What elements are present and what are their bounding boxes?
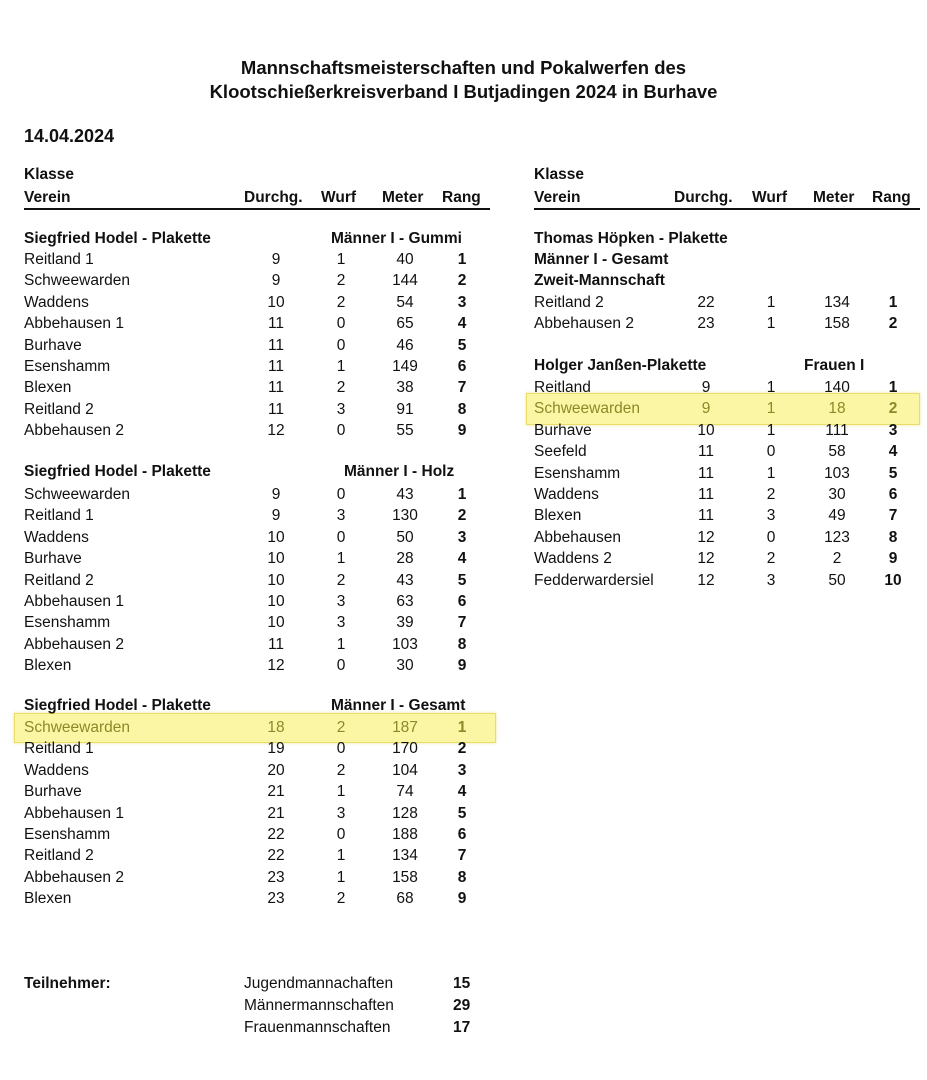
cell-rang: 6 (457, 593, 467, 610)
cell-verein: Abbehausen 1 (24, 315, 124, 333)
cell-meter: 65 (396, 315, 414, 333)
cell-rang: 7 (457, 379, 467, 397)
cell-rang: 8 (888, 528, 898, 546)
cell-durchg: 20 (267, 761, 285, 779)
cell-verein: Waddens 2 (534, 550, 612, 568)
cell-durchg: 11 (267, 358, 285, 375)
cell-rang: 8 (457, 635, 467, 653)
cell-durchg: 10 (267, 571, 285, 589)
cell-durchg: 11 (697, 464, 715, 482)
cell-meter: 30 (828, 486, 846, 503)
cell-verein: Blexen (24, 890, 72, 908)
cell-wurf: 2 (336, 761, 346, 779)
event-date: 14.04.2024 (24, 126, 115, 146)
left-s1-title: Siegfried Hodel - Plakette (24, 230, 211, 247)
left-header-verein: Verein (24, 189, 71, 206)
cell-durchg: 22 (267, 826, 285, 843)
cell-meter: 103 (392, 635, 418, 653)
cell-wurf: 3 (336, 593, 346, 610)
cell-durchg: 10 (697, 421, 715, 439)
left-s2-category: Männer I - Holz (344, 463, 455, 480)
cell-rang: 4 (457, 550, 467, 568)
cell-durchg: 11 (267, 400, 285, 418)
cell-wurf: 1 (766, 421, 776, 439)
cell-verein: Reitland 2 (24, 571, 94, 589)
participants-item-count: 29 (453, 997, 471, 1014)
cell-meter: 39 (396, 614, 414, 632)
right-header-rule (534, 208, 920, 210)
right-s2-title: Holger Janßen-Plakette (534, 357, 707, 374)
participants-item-name: Frauenmannschaften (244, 1019, 391, 1036)
cell-wurf: 1 (766, 379, 776, 396)
cell-verein: Waddens (24, 293, 89, 311)
cell-durchg: 11 (267, 315, 285, 333)
cell-durchg: 11 (697, 443, 715, 461)
cell-durchg: 23 (267, 868, 285, 886)
cell-meter: 18 (828, 400, 846, 418)
cell-rang: 2 (457, 272, 467, 290)
cell-durchg: 9 (271, 272, 281, 290)
cell-rang: 2 (457, 740, 467, 758)
right-header-meter: Meter (813, 189, 855, 206)
cell-verein: Schweewarden (24, 272, 130, 290)
cell-wurf: 0 (336, 528, 346, 546)
cell-rang: 5 (457, 336, 467, 354)
cell-wurf: 2 (766, 550, 776, 568)
right-s1-subtitle-1: Männer I - Gesamt (534, 251, 669, 268)
cell-meter: 43 (396, 486, 414, 503)
cell-meter: 74 (396, 783, 414, 801)
cell-wurf: 0 (336, 336, 346, 354)
cell-durchg: 11 (697, 486, 715, 503)
cell-durchg: 22 (697, 294, 715, 311)
cell-verein: Burhave (534, 421, 592, 439)
cell-rang: 7 (457, 614, 467, 632)
left-header-rule (24, 208, 490, 210)
cell-verein: Abbehausen 2 (24, 868, 124, 886)
left-header-wurf: Wurf (321, 189, 357, 206)
cell-durchg: 11 (697, 507, 715, 525)
cell-wurf: 2 (336, 890, 346, 908)
cell-meter: 50 (828, 571, 846, 589)
left-s2-title: Siegfried Hodel - Plakette (24, 463, 211, 480)
right-header-klasse: Klasse (534, 166, 584, 183)
cell-meter: 30 (396, 657, 414, 675)
cell-durchg: 11 (267, 379, 285, 397)
cell-meter: 91 (396, 400, 414, 418)
cell-meter: 38 (396, 379, 414, 397)
cell-wurf: 3 (766, 571, 776, 589)
left-header-klasse: Klasse (24, 166, 74, 183)
cell-rang: 3 (888, 421, 898, 439)
cell-durchg: 23 (697, 315, 715, 333)
cell-verein: Reitland 1 (24, 740, 94, 758)
cell-durchg: 10 (267, 593, 285, 610)
right-s2-category: Frauen I (804, 357, 865, 374)
cell-rang: 3 (457, 761, 467, 779)
cell-meter: 49 (828, 507, 846, 525)
cell-verein: Blexen (534, 507, 582, 525)
cell-verein: Esenshamm (534, 464, 621, 482)
right-header-durchg: Durchg. (674, 189, 733, 206)
cell-meter: 128 (392, 804, 418, 822)
left-header-durchg: Durchg. (244, 189, 303, 206)
right-s1-subtitle-2: Zweit-Mannschaft (534, 272, 665, 289)
cell-verein: Esenshamm (24, 826, 111, 843)
cell-durchg: 9 (271, 507, 281, 525)
cell-durchg: 12 (697, 528, 715, 546)
cell-rang: 1 (457, 251, 467, 268)
cell-rang: 9 (457, 657, 467, 675)
cell-verein: Waddens (24, 761, 89, 779)
cell-verein: Reitland 2 (534, 294, 604, 311)
cell-rang: 7 (457, 847, 467, 865)
cell-verein: Schweewarden (534, 400, 640, 418)
cell-verein: Burhave (24, 550, 82, 568)
cell-meter: 43 (396, 571, 414, 589)
cell-wurf: 2 (766, 486, 776, 503)
participants-item-count: 15 (453, 975, 471, 992)
cell-rang: 8 (457, 400, 467, 418)
cell-meter: 103 (824, 464, 850, 482)
cell-rang: 4 (457, 315, 467, 333)
cell-durchg: 21 (267, 804, 285, 822)
cell-wurf: 0 (336, 826, 346, 843)
cell-wurf: 1 (336, 550, 346, 568)
cell-verein: Waddens (534, 486, 599, 503)
cell-wurf: 1 (336, 783, 346, 801)
right-header-rang: Rang (872, 189, 911, 206)
cell-meter: 158 (824, 315, 850, 333)
cell-durchg: 19 (267, 740, 285, 758)
cell-verein: Abbehausen 2 (534, 315, 634, 333)
cell-meter: 104 (392, 761, 418, 779)
cell-wurf: 3 (336, 804, 346, 822)
cell-verein: Abbehausen 2 (24, 422, 124, 440)
cell-rang: 1 (888, 294, 898, 311)
cell-verein: Reitland 1 (24, 251, 94, 268)
cell-durchg: 11 (267, 635, 285, 653)
cell-meter: 55 (396, 422, 414, 440)
left-header-meter: Meter (382, 189, 424, 206)
cell-meter: 140 (824, 379, 850, 396)
cell-wurf: 0 (766, 443, 776, 461)
cell-wurf: 1 (336, 847, 346, 865)
cell-verein: Fedderwardersiel (534, 571, 654, 589)
cell-verein: Abbehausen 2 (24, 635, 124, 653)
cell-wurf: 1 (336, 251, 346, 268)
right-header-verein: Verein (534, 189, 581, 206)
cell-verein: Esenshamm (24, 614, 111, 632)
cell-wurf: 1 (336, 635, 346, 653)
cell-wurf: 3 (336, 400, 346, 418)
cell-verein: Abbehausen 1 (24, 804, 124, 822)
document-title-line-2: Klootschießerkreisverband I Butjadingen 2024 in Burhave (209, 81, 718, 102)
cell-rang: 1 (888, 379, 898, 396)
cell-rang: 6 (888, 486, 898, 503)
cell-verein: Blexen (24, 379, 72, 397)
cell-meter: 58 (828, 443, 846, 461)
participants-item-name: Männermannschaften (244, 997, 394, 1014)
cell-wurf: 1 (766, 294, 776, 311)
cell-rang: 10 (884, 571, 902, 589)
cell-meter: 50 (396, 528, 414, 546)
cell-meter: 144 (392, 272, 418, 290)
cell-durchg: 23 (267, 890, 285, 908)
cell-meter: 158 (392, 868, 418, 886)
left-header-rang: Rang (442, 189, 481, 206)
cell-verein: Burhave (24, 783, 82, 801)
cell-rang: 1 (457, 719, 467, 736)
cell-meter: 2 (832, 550, 842, 568)
cell-verein: Reitland (534, 379, 591, 396)
cell-wurf: 1 (766, 400, 776, 418)
cell-rang: 9 (457, 422, 467, 440)
cell-verein: Seefeld (534, 443, 587, 461)
cell-wurf: 2 (336, 571, 346, 589)
cell-rang: 5 (457, 804, 467, 822)
right-header-wurf: Wurf (752, 189, 788, 206)
cell-rang: 5 (457, 571, 467, 589)
document-title-line-1: Mannschaftsmeisterschaften und Pokalwerfen des (240, 57, 687, 78)
cell-meter: 54 (396, 293, 414, 311)
cell-verein: Schweewarden (24, 486, 130, 503)
cell-wurf: 0 (336, 657, 346, 675)
cell-wurf: 2 (336, 379, 346, 397)
cell-wurf: 2 (336, 719, 346, 736)
cell-rang: 3 (457, 528, 467, 546)
cell-durchg: 12 (697, 571, 715, 589)
cell-durchg: 12 (697, 550, 715, 568)
cell-meter: 149 (392, 358, 418, 375)
cell-rang: 9 (457, 890, 467, 908)
cell-verein: Blexen (24, 657, 72, 675)
cell-meter: 111 (825, 421, 849, 439)
cell-wurf: 1 (766, 315, 776, 333)
cell-wurf: 3 (336, 614, 346, 632)
cell-meter: 130 (392, 507, 418, 525)
cell-rang: 2 (888, 400, 898, 418)
cell-rang: 2 (457, 507, 467, 525)
left-s3-title: Siegfried Hodel - Plakette (24, 697, 211, 714)
cell-wurf: 0 (336, 740, 346, 758)
cell-wurf: 2 (336, 272, 346, 290)
cell-wurf: 3 (766, 507, 776, 525)
cell-durchg: 10 (267, 293, 285, 311)
cell-wurf: 3 (336, 507, 346, 525)
cell-verein: Reitland 2 (24, 400, 94, 418)
cell-durchg: 11 (267, 336, 285, 354)
cell-rang: 4 (457, 783, 467, 801)
cell-wurf: 2 (336, 293, 346, 311)
cell-durchg: 21 (267, 783, 285, 801)
cell-durchg: 10 (267, 550, 285, 568)
cell-verein: Schweewarden (24, 719, 130, 736)
cell-wurf: 0 (336, 422, 346, 440)
left-s1-category: Männer I - Gummi (331, 230, 462, 247)
cell-meter: 123 (824, 528, 850, 546)
cell-rang: 8 (457, 868, 467, 886)
cell-rang: 2 (888, 315, 898, 333)
cell-meter: 63 (396, 593, 414, 610)
cell-meter: 134 (824, 294, 850, 311)
cell-meter: 134 (392, 847, 418, 865)
cell-durchg: 12 (267, 657, 285, 675)
cell-wurf: 1 (336, 868, 346, 886)
cell-meter: 40 (396, 251, 414, 268)
cell-durchg: 9 (271, 251, 281, 268)
cell-rang: 6 (457, 826, 467, 843)
cell-durchg: 9 (271, 486, 281, 503)
cell-meter: 28 (396, 550, 414, 568)
cell-verein: Reitland 2 (24, 847, 94, 865)
participants-label: Teilnehmer: (24, 975, 111, 992)
cell-meter: 68 (396, 890, 414, 908)
cell-wurf: 1 (336, 358, 346, 375)
cell-rang: 9 (888, 550, 898, 568)
cell-rang: 6 (457, 358, 467, 375)
cell-durchg: 10 (267, 614, 285, 632)
cell-durchg: 9 (701, 400, 711, 418)
cell-durchg: 12 (267, 422, 285, 440)
cell-meter: 188 (392, 826, 418, 843)
left-s3-category: Männer I - Gesamt (331, 697, 466, 714)
cell-verein: Esenshamm (24, 358, 111, 375)
cell-rang: 4 (888, 443, 898, 461)
cell-verein: Abbehausen (534, 528, 622, 546)
cell-rang: 1 (457, 486, 467, 503)
cell-verein: Burhave (24, 336, 82, 354)
cell-wurf: 0 (336, 486, 346, 503)
cell-durchg: 9 (701, 379, 711, 396)
cell-meter: 187 (392, 719, 418, 736)
cell-durchg: 22 (267, 847, 285, 865)
cell-verein: Reitland 1 (24, 507, 94, 525)
cell-rang: 7 (888, 507, 898, 525)
cell-verein: Abbehausen 1 (24, 593, 124, 610)
cell-verein: Waddens (24, 528, 89, 546)
cell-durchg: 18 (267, 719, 285, 736)
cell-wurf: 0 (336, 315, 346, 333)
cell-rang: 3 (457, 293, 467, 311)
participants-item-name: Jugendmannachaften (244, 975, 394, 992)
participants-item-count: 17 (453, 1019, 471, 1036)
cell-meter: 170 (392, 740, 418, 758)
cell-wurf: 0 (766, 528, 776, 546)
right-s1-title: Thomas Höpken - Plakette (534, 230, 728, 247)
cell-meter: 46 (396, 336, 414, 354)
cell-wurf: 1 (766, 464, 776, 482)
cell-durchg: 10 (267, 528, 285, 546)
cell-rang: 5 (888, 464, 898, 482)
